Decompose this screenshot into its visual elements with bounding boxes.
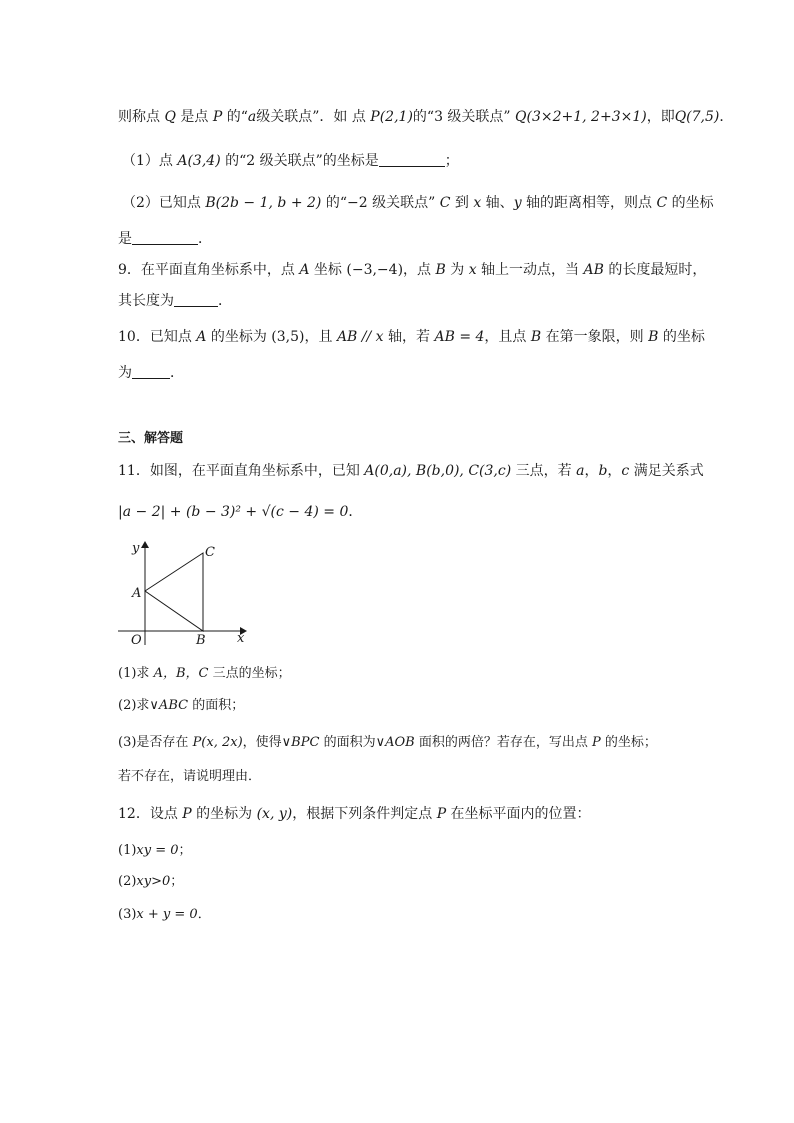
text: 10．已知点 — [118, 329, 197, 345]
math: |a − 2| + (b − 3)² + √(c − 4) = 0 — [118, 504, 349, 520]
math: a — [576, 463, 585, 479]
math: A(3,4) — [177, 153, 221, 169]
math: a — [247, 109, 257, 125]
answer-blank[interactable] — [132, 230, 198, 245]
math: x — [468, 262, 477, 278]
label-x: x — [237, 631, 245, 646]
text: 其长度为 — [118, 293, 174, 309]
math: A，B，C — [153, 666, 209, 681]
math: Q(3×2+1, 2+3×1) — [515, 109, 647, 125]
text: 的坐标为 — [191, 806, 257, 822]
math: xy = 0 — [136, 843, 179, 858]
text: (2)求 — [118, 698, 150, 713]
text: 9．在平面直角坐标系中，点 — [118, 262, 300, 278]
text-line-definition — [118, 108, 733, 126]
text: （1）点 — [122, 153, 178, 169]
text: ． — [719, 109, 734, 125]
text: 的面积； — [188, 698, 245, 713]
text: ，使得 — [242, 735, 282, 750]
text: 的面积为 — [319, 735, 376, 750]
text: (3) — [118, 907, 137, 922]
question-12-cond-3 — [118, 906, 211, 924]
text: 轴、 — [481, 195, 514, 211]
text: ． — [198, 231, 212, 247]
label-c: C — [205, 545, 215, 560]
text: 的“−2 级关联点” — [321, 195, 440, 211]
text: 的“3 级关联点” — [412, 109, 516, 125]
math: A — [196, 329, 207, 345]
math: B — [530, 329, 542, 345]
text: ． — [218, 293, 232, 309]
math: ∨ABC — [149, 698, 189, 713]
math: AB — [583, 262, 604, 278]
math: P(2,1) — [370, 109, 413, 125]
math: x — [473, 195, 482, 211]
text: 的“ — [222, 109, 248, 125]
answer-blank[interactable] — [132, 364, 170, 379]
question-8-part-2 — [122, 194, 714, 212]
question-11-part-3 — [118, 734, 657, 752]
question-11-line-1 — [118, 462, 704, 480]
math: Q — [164, 109, 176, 125]
label-a: A — [132, 586, 142, 601]
text: (3)是否存在 — [118, 735, 193, 750]
text: 坐标 (−3,−4)，点 — [309, 262, 436, 278]
text: ， — [607, 463, 622, 479]
text: ； — [170, 874, 184, 889]
answer-blank[interactable] — [379, 152, 445, 167]
math: P(x, 2x) — [192, 735, 243, 750]
math: b — [598, 463, 608, 479]
text: 在第一象限，则 — [541, 329, 649, 345]
math: A — [299, 262, 310, 278]
math: c — [621, 463, 630, 479]
question-11-part-2 — [118, 697, 244, 715]
question-11-part-1 — [118, 665, 291, 683]
text: ，根据下列条件判定点 — [292, 806, 437, 822]
text: 的坐标 — [658, 329, 705, 345]
text: ， — [584, 463, 599, 479]
text: 级关联点”．如 点 — [256, 109, 371, 125]
text: ，且点 — [484, 329, 531, 345]
math: AB = 4 — [434, 329, 485, 345]
triangle-abc — [145, 553, 203, 631]
math: B(2b − 1, b + 2) — [205, 195, 322, 211]
question-12-cond-2 — [118, 873, 183, 891]
math: ∨BPC — [281, 735, 320, 750]
question-12-line-1 — [118, 805, 591, 823]
text: 的长度最短时， — [603, 262, 707, 278]
text: 为 — [445, 262, 469, 278]
section-heading: 三、解答题 — [118, 431, 184, 446]
text: 轴上一动点，当 — [476, 262, 584, 278]
question-12-cond-1 — [118, 842, 192, 860]
math: AB // x — [336, 329, 384, 345]
math: A(0,a), B(b,0), C(3,c) — [364, 463, 512, 479]
label-o: O — [131, 633, 142, 648]
text: 三点，若 — [511, 463, 577, 479]
text: (1) — [118, 843, 137, 858]
math: xy>0 — [136, 874, 171, 889]
math: (x, y) — [256, 806, 293, 822]
question-10-line-1 — [118, 328, 705, 346]
math: ∨AOB — [375, 735, 415, 750]
text: 12．设点 — [118, 806, 183, 822]
text: 为 — [118, 365, 132, 381]
math: y — [513, 195, 522, 211]
math: B — [435, 262, 446, 278]
coordinate-figure — [118, 540, 258, 650]
text: ，即 — [646, 109, 675, 125]
math: C — [656, 195, 668, 211]
label-b: B — [196, 633, 206, 648]
text: 三点的坐标； — [208, 666, 291, 681]
text: ； — [444, 153, 459, 169]
question-11-part-3-cont: 若不存在，请说明理由． — [118, 769, 262, 784]
math: P — [591, 735, 601, 750]
text: 11．如图，在平面直角坐标系中，已知 — [118, 463, 365, 479]
text: 的坐标； — [600, 735, 657, 750]
text: 的坐标 — [667, 195, 714, 211]
question-10-line-2 — [118, 364, 184, 382]
text: (2) — [118, 874, 137, 889]
question-9-line-2 — [118, 292, 232, 310]
text: 是 — [118, 231, 132, 247]
text: (1)求 — [118, 666, 154, 681]
text: 则称点 — [118, 109, 165, 125]
math: Q(7,5) — [674, 109, 720, 125]
question-9-line-1 — [118, 261, 706, 279]
text: 满足关系式 — [629, 463, 704, 479]
text: ； — [178, 843, 192, 858]
text: 的坐标为 (3,5)，且 — [206, 329, 337, 345]
text: ． — [197, 907, 211, 922]
text: 轴，若 — [383, 329, 435, 345]
text: （2）已知点 — [122, 195, 206, 211]
question-8-part-1 — [122, 152, 459, 170]
math: x + y = 0 — [136, 907, 198, 922]
math: P — [436, 806, 447, 822]
label-y: y — [132, 541, 140, 556]
text: 轴的距离相等，则点 — [521, 195, 657, 211]
math: B — [648, 329, 659, 345]
text: 面积的两倍？若存在，写出点 — [414, 735, 592, 750]
math: P — [212, 109, 223, 125]
question-11-equation — [118, 503, 362, 521]
question-8-part-2-cont — [118, 230, 212, 248]
text: 在坐标平面内的位置： — [446, 806, 591, 822]
math: P — [182, 806, 192, 822]
text: 的“2 级关联点”的坐标是 — [220, 153, 379, 169]
text: 是点 — [175, 109, 213, 125]
text: ． — [170, 365, 184, 381]
answer-blank[interactable] — [174, 292, 218, 307]
text: 到 — [450, 195, 474, 211]
text: ． — [348, 504, 363, 520]
math: C — [439, 195, 451, 211]
